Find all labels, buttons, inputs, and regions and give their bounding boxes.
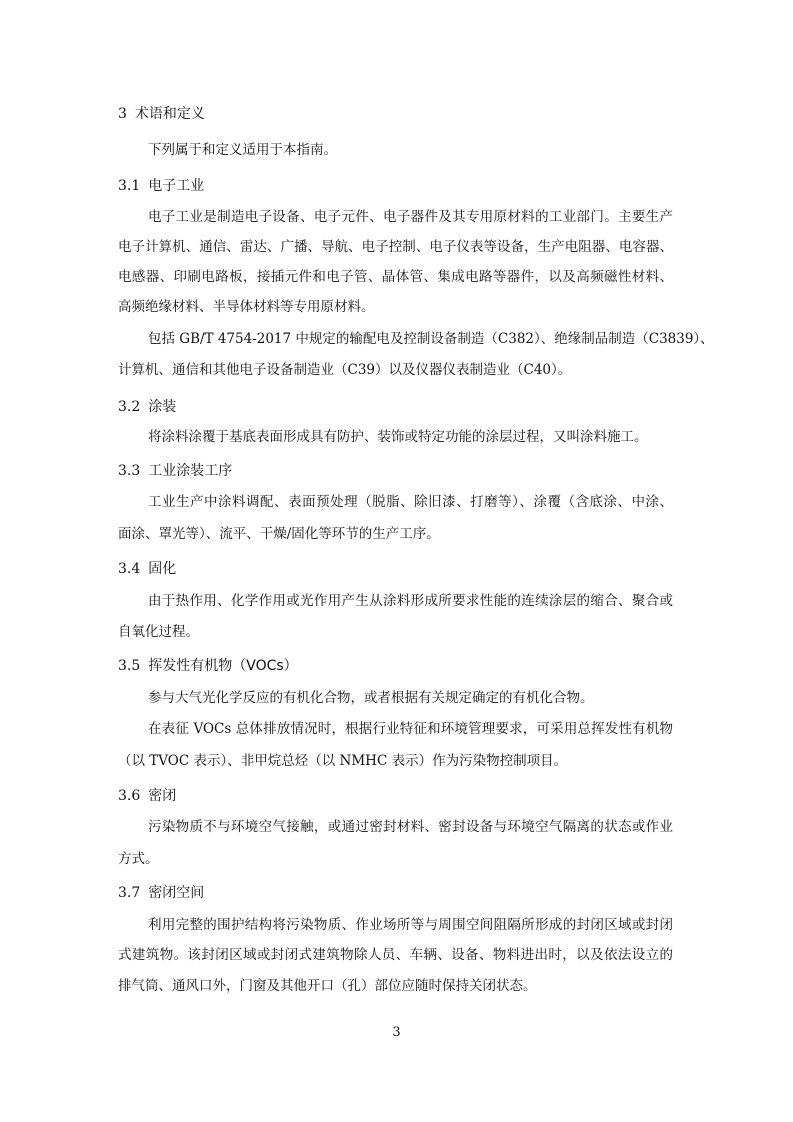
section-heading-3-4: 3.4 固化 xyxy=(118,561,177,577)
paragraph-line: 电子工业是制造电子设备、电子元件、电子器件及其专用原材料的工业部门。主要生产 xyxy=(148,209,673,225)
paragraph-line: 高频绝缘材料、半导体材料等专用原材料。 xyxy=(118,299,375,315)
paragraph-line: 由于热作用、化学作用或光作用产生从涂料形成所要求性能的连续涂层的缩合、聚合或 xyxy=(148,593,673,609)
section-heading-3-7: 3.7 密闭空间 xyxy=(118,885,205,901)
paragraph-line: 下列属于和定义适用于本指南。 xyxy=(148,142,337,158)
paragraph-line: 式建筑物。该封闭区域或封闭式建筑物除人员、车辆、设备、物料进出时，以及依法设立的 xyxy=(118,947,673,963)
section-heading-3-2: 3.2 涂装 xyxy=(118,399,177,415)
paragraph-line: 电感器、印刷电路板，接插元件和电子管、晶体管、集成电路等器件，以及高频磁性材料、 xyxy=(118,269,673,285)
paragraph-line: 污染物质不与环境空气接触，或通过密封材料、密封设备与环境空气隔离的状态或作业 xyxy=(148,819,673,835)
section-heading-3-6: 3.6 密闭 xyxy=(118,788,177,804)
paragraph-line: 电子计算机、通信、雷达、广播、导航、电子控制、电子仪表等设备，生产电阻器、电容器、 xyxy=(118,239,673,255)
section-heading-3-3: 3.3 工业涂装工序 xyxy=(118,463,233,479)
paragraph-line: 面涂、罩光等）、流平、干燥/固化等环节的生产工序。 xyxy=(118,526,440,542)
paragraph-line: 利用完整的围护结构将污染物质、作业场所等与周围空间阻隔所形成的封闭区域或封闭 xyxy=(148,917,673,933)
paragraph-line: 排气筒、通风口外，门窗及其他开口（孔）部位应随时保持关闭状态。 xyxy=(118,978,537,994)
section-heading-3: 3 术语和定义 xyxy=(118,106,205,122)
paragraph-line: 工业生产中涂料调配、表面预处理（脱脂、除旧漆、打磨等）、涂覆（含底涂、中涂、 xyxy=(148,494,673,510)
paragraph-line: 参与大气光化学反应的有机化合物，或者根据有关规定确定的有机化合物。 xyxy=(148,690,594,706)
paragraph-line: 在表征 VOCs 总体排放情况时，根据行业特征和环境管理要求，可采用总挥发性有机物 xyxy=(148,721,673,737)
paragraph-line: 计算机、通信和其他电子设备制造业（C39）以及仪器仪表制造业（C40）。 xyxy=(118,362,572,378)
section-heading-3-1: 3.1 电子工业 xyxy=(118,178,205,194)
page-number: 3 xyxy=(392,1025,401,1040)
paragraph-line: （以 TVOC 表示）、非甲烷总烃（以 NMHC 表示）作为污染物控制项目。 xyxy=(118,753,568,769)
paragraph-line: 自氧化过程。 xyxy=(118,624,199,640)
section-heading-3-5: 3.5 挥发性有机物（VOCs） xyxy=(118,658,298,674)
paragraph-line: 方式。 xyxy=(118,851,159,867)
paragraph-line: 包括 GB/T 4754-2017 中规定的输配电及控制设备制造（C382）、绝缘制品制造（C3839）、 xyxy=(148,331,714,347)
paragraph-line: 将涂料涂覆于基底表面形成具有防护、装饰或特定功能的涂层过程，又叫涂料施工。 xyxy=(148,429,648,445)
